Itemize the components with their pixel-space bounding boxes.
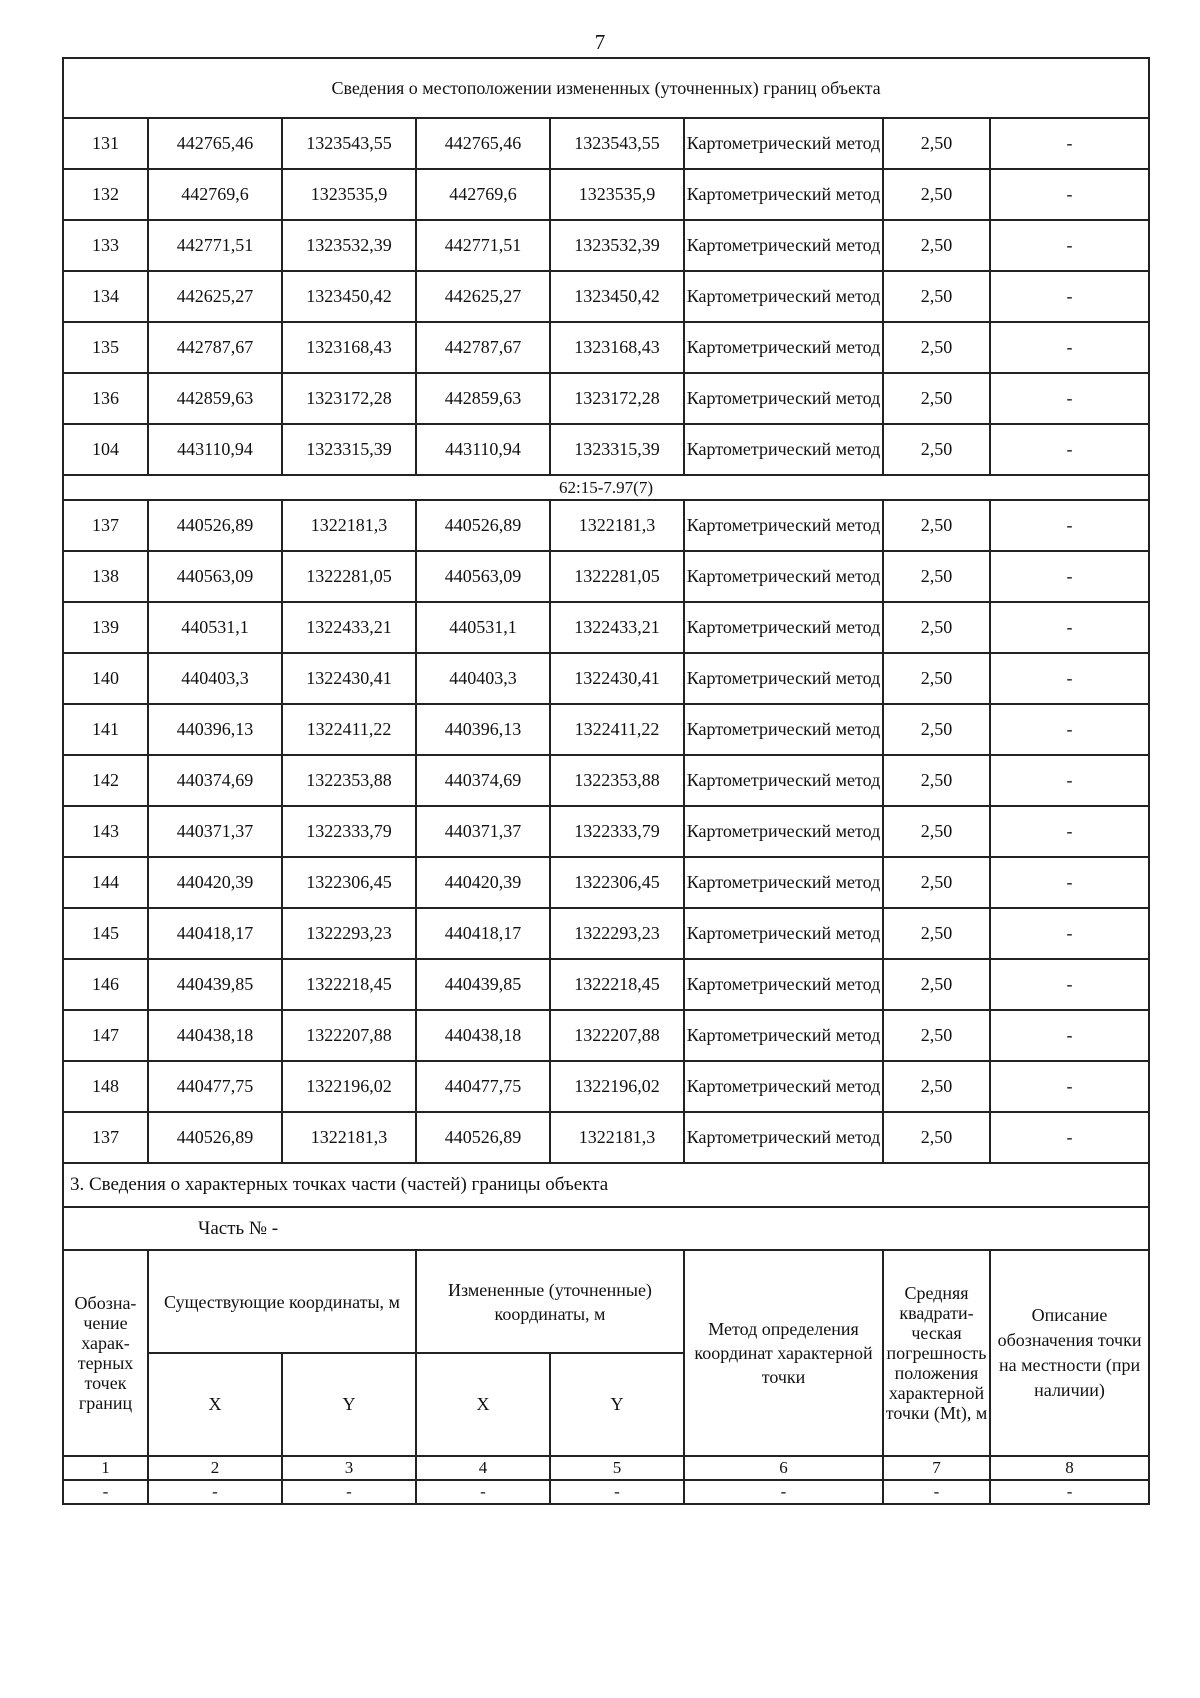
table-row [63, 169, 1149, 220]
cell-changed-x: 440526,89 [416, 500, 550, 551]
cell-existing-x: 440371,37 [148, 806, 282, 857]
table-row [63, 118, 1149, 169]
table-row [63, 1480, 1149, 1504]
cell-description: - [990, 653, 1149, 704]
cell-changed-x: 440396,13 [416, 704, 550, 755]
cell-existing-x: 440563,09 [148, 551, 282, 602]
cell-method: Картометрический метод [684, 551, 883, 602]
column-number: 6 [684, 1456, 883, 1480]
table-row [63, 551, 1149, 602]
cell-changed-y: 1323532,39 [550, 220, 684, 271]
cell-changed-y: 1322181,3 [550, 500, 684, 551]
table-row [63, 500, 1149, 551]
column-number: 3 [282, 1456, 416, 1480]
column-number-row [63, 1456, 1149, 1480]
cell-mt-error: 2,50 [883, 704, 990, 755]
cell-existing-x: 440403,3 [148, 653, 282, 704]
empty-cell: - [63, 1480, 148, 1504]
column-number: 8 [990, 1456, 1149, 1480]
cell-existing-x: 442859,63 [148, 373, 282, 424]
cell-description: - [990, 220, 1149, 271]
cell-method: Картометрический метод [684, 500, 883, 551]
cell-point-number: 131 [63, 118, 148, 169]
cell-changed-x: 442625,27 [416, 271, 550, 322]
cell-description: - [990, 424, 1149, 475]
cell-changed-y: 1322433,21 [550, 602, 684, 653]
header-point-designation: Обозна-чение харак-терных точек границ [63, 1250, 148, 1456]
empty-cell: - [550, 1480, 684, 1504]
cell-changed-y: 1322293,23 [550, 908, 684, 959]
cell-point-number: 139 [63, 602, 148, 653]
header-y-changed: Y [550, 1353, 684, 1456]
cell-changed-y: 1322196,02 [550, 1061, 684, 1112]
cell-changed-y: 1322281,05 [550, 551, 684, 602]
table-row [63, 959, 1149, 1010]
cell-description: - [990, 1112, 1149, 1163]
table-row [63, 424, 1149, 475]
cell-existing-y: 1322181,3 [282, 500, 416, 551]
cell-existing-y: 1322433,21 [282, 602, 416, 653]
cell-existing-x: 443110,94 [148, 424, 282, 475]
cell-mt-error: 2,50 [883, 373, 990, 424]
header-method: Метод определения координат характерной точки [684, 1250, 883, 1456]
cell-point-number: 137 [63, 1112, 148, 1163]
header-row [63, 1250, 1149, 1353]
cell-description: - [990, 373, 1149, 424]
table-row [63, 1112, 1149, 1163]
table-row [63, 806, 1149, 857]
group-label: 62:15-7.97(7) [63, 475, 1149, 500]
cell-mt-error: 2,50 [883, 755, 990, 806]
header-changed-coords: Измененные (уточненные) координаты, м [416, 1250, 684, 1353]
cell-changed-x: 440420,39 [416, 857, 550, 908]
header-x-existing: X [148, 1353, 282, 1456]
column-number: 4 [416, 1456, 550, 1480]
cell-existing-y: 1322281,05 [282, 551, 416, 602]
header-description: Описание обозначения точки на местности (при наличии) [990, 1250, 1149, 1456]
cell-mt-error: 2,50 [883, 653, 990, 704]
cell-existing-y: 1322411,22 [282, 704, 416, 755]
cell-existing-y: 1323543,55 [282, 118, 416, 169]
cell-changed-x: 440439,85 [416, 959, 550, 1010]
cell-point-number: 104 [63, 424, 148, 475]
cell-existing-x: 442625,27 [148, 271, 282, 322]
cell-existing-x: 440526,89 [148, 1112, 282, 1163]
cell-changed-y: 1323172,28 [550, 373, 684, 424]
table-row [63, 322, 1149, 373]
column-number: 5 [550, 1456, 684, 1480]
table-title: Сведения о местоположении измененных (уточненных) границ объекта [63, 58, 1149, 118]
cell-existing-y: 1323535,9 [282, 169, 416, 220]
section-title: 3. Сведения о характерных точках части (частей) границы объекта [63, 1163, 1149, 1207]
cell-mt-error: 2,50 [883, 322, 990, 373]
cell-mt-error: 2,50 [883, 500, 990, 551]
cell-description: - [990, 908, 1149, 959]
cell-existing-x: 442769,6 [148, 169, 282, 220]
table-row [63, 857, 1149, 908]
cell-changed-x: 440418,17 [416, 908, 550, 959]
cell-existing-y: 1322333,79 [282, 806, 416, 857]
cell-changed-x: 440526,89 [416, 1112, 550, 1163]
cell-description: - [990, 271, 1149, 322]
cell-mt-error: 2,50 [883, 169, 990, 220]
cell-changed-y: 1322218,45 [550, 959, 684, 1010]
cell-changed-x: 442787,67 [416, 322, 550, 373]
cell-method: Картометрический метод [684, 1061, 883, 1112]
cell-changed-x: 440374,69 [416, 755, 550, 806]
cell-changed-x: 442769,6 [416, 169, 550, 220]
page-number: 7 [594, 30, 606, 54]
cell-changed-x: 442765,46 [416, 118, 550, 169]
cell-method: Картометрический метод [684, 857, 883, 908]
cell-changed-y: 1323535,9 [550, 169, 684, 220]
cell-method: Картометрический метод [684, 1010, 883, 1061]
cell-point-number: 132 [63, 169, 148, 220]
cell-mt-error: 2,50 [883, 1112, 990, 1163]
table-row [63, 373, 1149, 424]
cell-existing-y: 1323315,39 [282, 424, 416, 475]
cell-mt-error: 2,50 [883, 1010, 990, 1061]
cell-method: Картометрический метод [684, 806, 883, 857]
cell-point-number: 144 [63, 857, 148, 908]
cell-mt-error: 2,50 [883, 908, 990, 959]
cell-method: Картометрический метод [684, 169, 883, 220]
cell-changed-x: 440477,75 [416, 1061, 550, 1112]
header-existing-coords: Существующие координаты, м [148, 1250, 416, 1353]
cell-mt-error: 2,50 [883, 857, 990, 908]
cell-description: - [990, 500, 1149, 551]
cell-existing-x: 440420,39 [148, 857, 282, 908]
cell-existing-y: 1322207,88 [282, 1010, 416, 1061]
table-row [63, 271, 1149, 322]
cell-changed-x: 442859,63 [416, 373, 550, 424]
cell-mt-error: 2,50 [883, 602, 990, 653]
cell-point-number: 143 [63, 806, 148, 857]
cell-point-number: 137 [63, 500, 148, 551]
cell-changed-y: 1322430,41 [550, 653, 684, 704]
cell-point-number: 145 [63, 908, 148, 959]
cell-description: - [990, 322, 1149, 373]
cell-method: Картометрический метод [684, 959, 883, 1010]
cell-existing-y: 1323168,43 [282, 322, 416, 373]
cell-changed-x: 440371,37 [416, 806, 550, 857]
empty-cell: - [990, 1480, 1149, 1504]
table-row [63, 1010, 1149, 1061]
cell-existing-y: 1322181,3 [282, 1112, 416, 1163]
cell-existing-y: 1323172,28 [282, 373, 416, 424]
cell-point-number: 140 [63, 653, 148, 704]
cell-description: - [990, 1010, 1149, 1061]
cell-changed-y: 1322353,88 [550, 755, 684, 806]
cell-changed-y: 1323543,55 [550, 118, 684, 169]
cell-mt-error: 2,50 [883, 271, 990, 322]
cell-mt-error: 2,50 [883, 220, 990, 271]
cell-point-number: 135 [63, 322, 148, 373]
cell-changed-x: 440403,3 [416, 653, 550, 704]
cell-description: - [990, 857, 1149, 908]
cell-existing-x: 440526,89 [148, 500, 282, 551]
cell-existing-x: 442765,46 [148, 118, 282, 169]
cell-existing-y: 1322353,88 [282, 755, 416, 806]
cell-mt-error: 2,50 [883, 1061, 990, 1112]
cell-point-number: 133 [63, 220, 148, 271]
cell-description: - [990, 959, 1149, 1010]
cell-existing-x: 440418,17 [148, 908, 282, 959]
coordinates-table [62, 57, 1150, 1505]
cell-point-number: 147 [63, 1010, 148, 1061]
cell-changed-y: 1322207,88 [550, 1010, 684, 1061]
cell-method: Картометрический метод [684, 704, 883, 755]
cell-method: Картометрический метод [684, 755, 883, 806]
cell-point-number: 141 [63, 704, 148, 755]
table-row [63, 704, 1149, 755]
table-row [63, 602, 1149, 653]
cell-method: Картометрический метод [684, 653, 883, 704]
cell-description: - [990, 704, 1149, 755]
table-row [63, 653, 1149, 704]
cell-existing-y: 1322196,02 [282, 1061, 416, 1112]
cell-existing-y: 1322430,41 [282, 653, 416, 704]
empty-cell: - [883, 1480, 990, 1504]
cell-mt-error: 2,50 [883, 424, 990, 475]
cell-changed-x: 442771,51 [416, 220, 550, 271]
cell-point-number: 142 [63, 755, 148, 806]
cell-description: - [990, 806, 1149, 857]
cell-description: - [990, 602, 1149, 653]
cell-changed-x: 440438,18 [416, 1010, 550, 1061]
empty-cell: - [148, 1480, 282, 1504]
cell-method: Картометрический метод [684, 220, 883, 271]
cell-existing-x: 440396,13 [148, 704, 282, 755]
cell-existing-y: 1322306,45 [282, 857, 416, 908]
cell-existing-y: 1323532,39 [282, 220, 416, 271]
cell-point-number: 148 [63, 1061, 148, 1112]
cell-existing-x: 440439,85 [148, 959, 282, 1010]
cell-existing-y: 1322218,45 [282, 959, 416, 1010]
cell-method: Картометрический метод [684, 373, 883, 424]
empty-cell: - [684, 1480, 883, 1504]
cell-existing-x: 442787,67 [148, 322, 282, 373]
cell-changed-y: 1323450,42 [550, 271, 684, 322]
cell-point-number: 146 [63, 959, 148, 1010]
cell-method: Картометрический метод [684, 271, 883, 322]
cell-changed-x: 440531,1 [416, 602, 550, 653]
cell-changed-y: 1322306,45 [550, 857, 684, 908]
column-number: 7 [883, 1456, 990, 1480]
cell-point-number: 136 [63, 373, 148, 424]
cell-existing-x: 442771,51 [148, 220, 282, 271]
cell-existing-y: 1322293,23 [282, 908, 416, 959]
part-label: Часть № - [63, 1207, 1149, 1250]
cell-description: - [990, 551, 1149, 602]
header-mt-error: Средняя квадрати-ческая погрешность положения характерной точки (Mt), м [883, 1250, 990, 1456]
cell-changed-y: 1322411,22 [550, 704, 684, 755]
cell-changed-y: 1323168,43 [550, 322, 684, 373]
cell-mt-error: 2,50 [883, 806, 990, 857]
column-number: 2 [148, 1456, 282, 1480]
cell-changed-y: 1323315,39 [550, 424, 684, 475]
header-y-existing: Y [282, 1353, 416, 1456]
cell-point-number: 134 [63, 271, 148, 322]
cell-method: Картометрический метод [684, 322, 883, 373]
empty-cell: - [282, 1480, 416, 1504]
header-x-changed: X [416, 1353, 550, 1456]
cell-description: - [990, 755, 1149, 806]
cell-existing-x: 440438,18 [148, 1010, 282, 1061]
cell-changed-y: 1322181,3 [550, 1112, 684, 1163]
cell-method: Картометрический метод [684, 908, 883, 959]
cell-existing-x: 440477,75 [148, 1061, 282, 1112]
cell-description: - [990, 1061, 1149, 1112]
cell-method: Картометрический метод [684, 1112, 883, 1163]
table-row [63, 1061, 1149, 1112]
column-number: 1 [63, 1456, 148, 1480]
cell-description: - [990, 169, 1149, 220]
empty-cell: - [416, 1480, 550, 1504]
cell-mt-error: 2,50 [883, 959, 990, 1010]
cell-existing-y: 1323450,42 [282, 271, 416, 322]
cell-method: Картометрический метод [684, 424, 883, 475]
table-row [63, 220, 1149, 271]
cell-mt-error: 2,50 [883, 551, 990, 602]
cell-description: - [990, 118, 1149, 169]
cell-method: Картометрический метод [684, 602, 883, 653]
cell-point-number: 138 [63, 551, 148, 602]
cell-mt-error: 2,50 [883, 118, 990, 169]
cell-existing-x: 440374,69 [148, 755, 282, 806]
table-row [63, 908, 1149, 959]
cell-method: Картометрический метод [684, 118, 883, 169]
table-row [63, 755, 1149, 806]
cell-existing-x: 440531,1 [148, 602, 282, 653]
cell-changed-x: 443110,94 [416, 424, 550, 475]
cell-changed-y: 1322333,79 [550, 806, 684, 857]
cell-changed-x: 440563,09 [416, 551, 550, 602]
